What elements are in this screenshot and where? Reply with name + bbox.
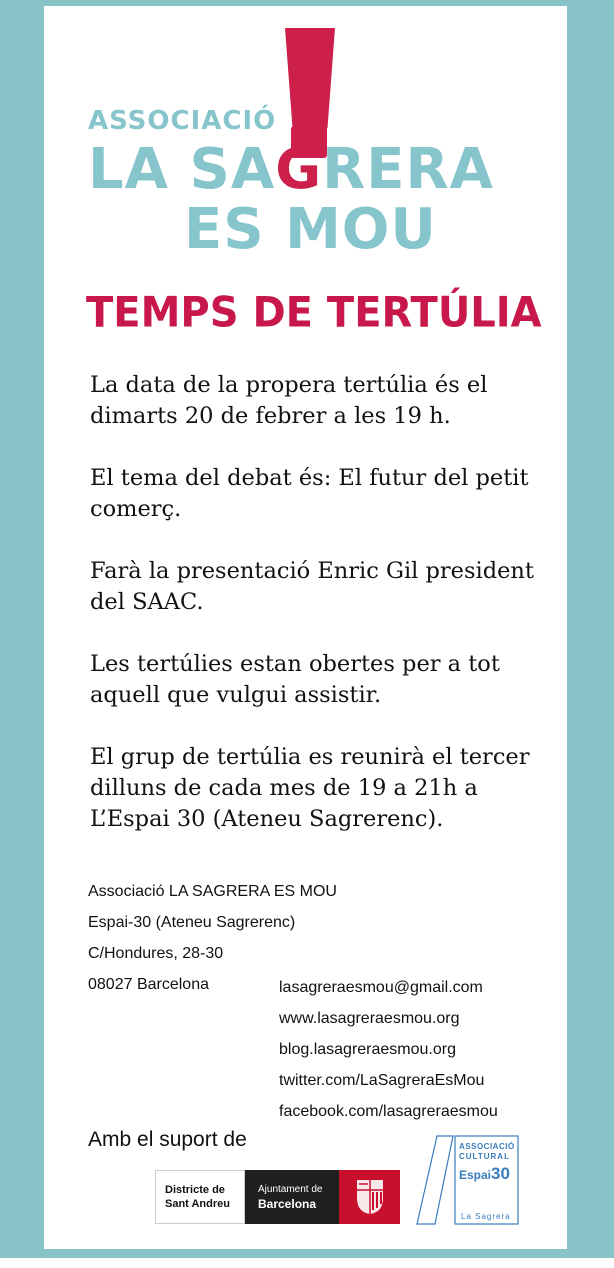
- body-text: [90, 370, 540, 866]
- espai-place: La Sagrera: [461, 1212, 511, 1221]
- espai-line1: ASSOCIACIÓ: [459, 1142, 515, 1151]
- city-line2: Barcelona: [258, 1197, 317, 1211]
- headline: TEMPS DE TERTÚLIA: [86, 288, 542, 338]
- contact-website[interactable]: www.lasagreraesmou.org: [279, 1010, 460, 1027]
- logo-rera: RERA: [322, 137, 495, 202]
- barcelona-shield-icon: [355, 1178, 385, 1216]
- bottom-strip: [0, 1258, 614, 1268]
- espai-number: 30: [491, 1164, 510, 1183]
- address-line: Espai-30 (Ateneu Sagrerenc): [88, 914, 296, 931]
- address-line: C/Hondures, 28-30: [88, 945, 224, 962]
- espai-word: Espai: [459, 1168, 492, 1182]
- sponsor-logo: [155, 1170, 400, 1224]
- paragraph-open: Les tertúlies estan obertes per a tot aquell que vulgui assistir.: [90, 651, 500, 708]
- paragraph-topic: El tema del debat és: El futur del petit comerç.: [90, 465, 529, 522]
- contact-blog[interactable]: blog.lasagreraesmou.org: [279, 1041, 456, 1058]
- contacts-block: [279, 972, 498, 1127]
- address-line: 08027 Barcelona: [88, 976, 209, 993]
- paragraph-presenter: Farà la presentació Enric Gil president del SAAC.: [90, 558, 534, 615]
- logo-associacio: ASSOCIACIÓ: [88, 106, 277, 136]
- support-label: Amb el suport de: [88, 1128, 247, 1151]
- espai30-logo: [415, 1134, 520, 1226]
- paragraph-date: La data de la propera tertúlia és el dimarts 20 de febrer a les 19 h.: [90, 372, 488, 429]
- address-line: Associació LA SAGRERA ES MOU: [88, 883, 337, 900]
- logo-la-sa: LA SA: [88, 137, 276, 202]
- paragraph-schedule: El grup de tertúlia es reunirà el tercer dilluns de cada mes de 19 a 21h a L’Espai 30 (Ateneu Sagrerenc).: [90, 744, 530, 832]
- contact-facebook[interactable]: facebook.com/lasagreraesmou: [279, 1103, 498, 1120]
- contact-email[interactable]: lasagreraesmou@gmail.com: [279, 979, 483, 996]
- logo-es-mou: ES MOU: [184, 197, 437, 262]
- district-line2: Sant Andreu: [165, 1198, 230, 1210]
- logo-la-sagrera: [88, 137, 495, 202]
- espai-name: [459, 1164, 510, 1184]
- espai-line2: CULTURAL: [459, 1152, 510, 1161]
- exclamation-bar: [285, 28, 335, 128]
- district-panel: [155, 1170, 245, 1224]
- district-line1: Districte de: [165, 1184, 225, 1196]
- city-line1: Ajuntament de: [258, 1184, 323, 1195]
- logo-g: G: [275, 137, 323, 202]
- contact-twitter[interactable]: twitter.com/LaSagreraEsMou: [279, 1072, 485, 1089]
